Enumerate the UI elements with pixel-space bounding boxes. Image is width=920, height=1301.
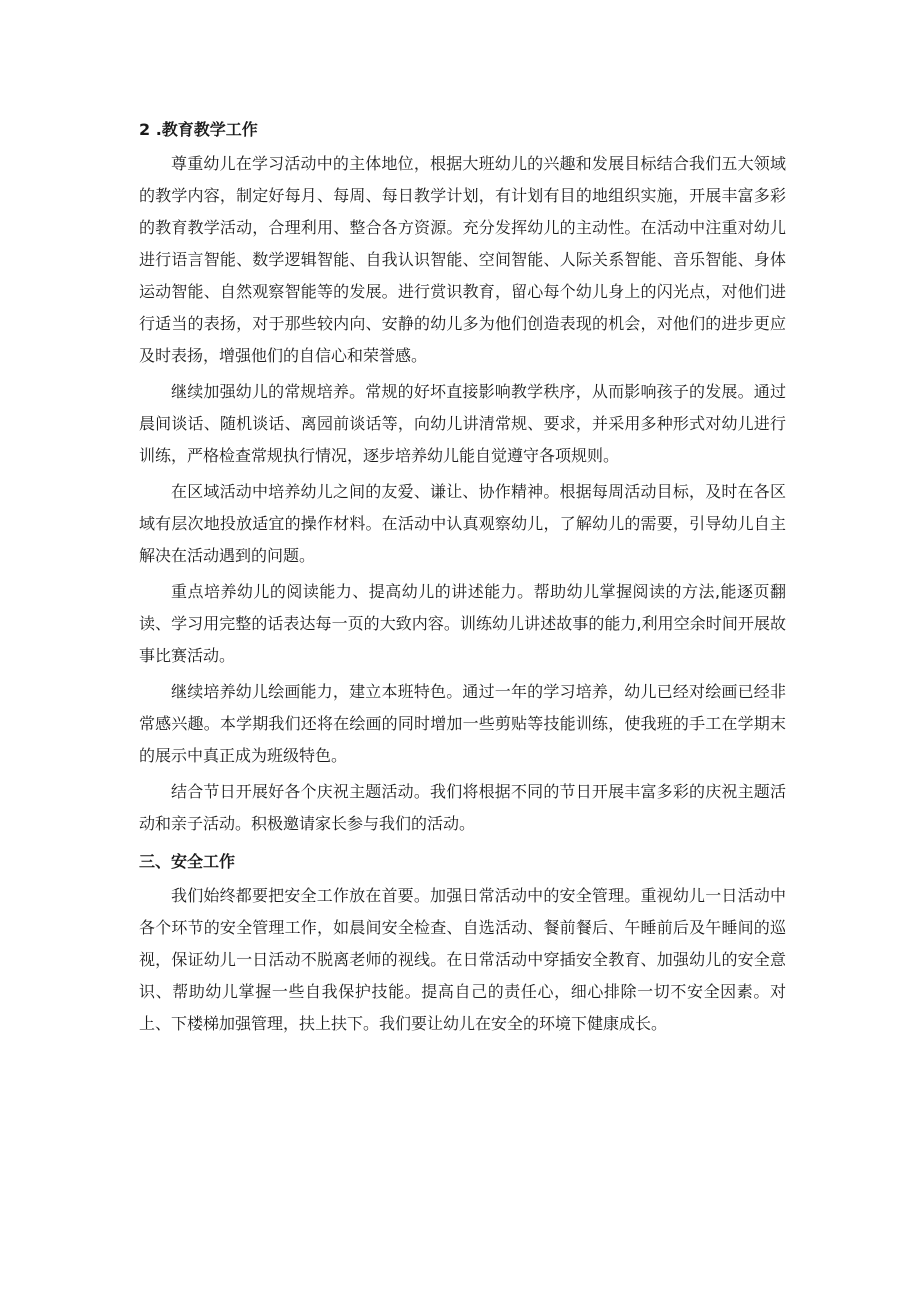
section-teaching-work	[139, 112, 786, 840]
paragraph: 尊重幼儿在学习活动中的主体地位，根据大班幼儿的兴趣和发展目标结合我们五大领域的教学内容，制定好每月、每周、每日教学计划，有计划有目的地组织实施，开展丰富多彩的教育教学活动，合理利用、整合各方资源。充分发挥幼儿的主动性。在活动中注重对幼儿进行语言智能、数学逻辑智能、自我认识智能、空间智能、人际关系智能、音乐智能、身体运动智能、自然观察智能等的发展。进行赏识教育，留心每个幼儿身上的闪光点，对他们进行适当的表扬，对于那些较内向、安静的幼儿多为他们创造表现的机会，对他们的进步更应及时表扬，增强他们的自信心和荣誉感。	[139, 154, 786, 365]
paragraph: 我们始终都要把安全工作放在首要。加强日常活动中的安全管理。重视幼儿一日活动中各个环节的安全管理工作，如晨间安全检查、自选活动、餐前餐后、午睡前后及午睡间的巡视，保证幼儿一日活动不脱离老师的视线。在日常活动中穿插安全教育、加强幼儿的安全意识、帮助幼儿掌握一些自我保护技能。提高自己的责任心，细心排除一切不安全因素。对上、下楼梯加强管理，扶上扶下。我们要让幼儿在安全的环境下健康成长。	[139, 886, 786, 1033]
paragraph: 在区域活动中培养幼儿之间的友爱、谦让、协作精神。根据每周活动目标，及时在各区域有层次地投放适宜的操作材料。在活动中认真观察幼儿，了解幼儿的需要，引导幼儿自主解决在活动遇到的问题。	[139, 482, 786, 565]
paragraph: 结合节日开展好各个庆祝主题活动。我们将根据不同的节日开展丰富多彩的庆祝主题活动和亲子活动。积极邀请家长参与我们的活动。	[139, 782, 786, 833]
section-heading: 三、安全工作	[139, 852, 236, 871]
section-heading: 2 .教育教学工作	[139, 120, 258, 139]
document-page	[139, 112, 786, 1044]
paragraph: 继续培养幼儿绘画能力，建立本班特色。通过一年的学习培养，幼儿已经对绘画已经非常感兴趣。本学期我们还将在绘画的同时增加一些剪贴等技能训练，使我班的手工在学期末的展示中真正成为班级特色。	[139, 682, 786, 765]
paragraph: 继续加强幼儿的常规培养。常规的好坏直接影响教学秩序，从而影响孩子的发展。通过晨间谈话、随机谈话、离园前谈话等，向幼儿讲清常规、要求，并采用多种形式对幼儿进行训练，严格检查常规执行情况，逐步培养幼儿能自觉遵守各项规则。	[139, 382, 786, 465]
section-safety-work	[139, 844, 786, 1040]
paragraph: 重点培养幼儿的阅读能力、提高幼儿的讲述能力。帮助幼儿掌握阅读的方法,能逐页翻读、学习用完整的话表达每一页的大致内容。训练幼儿讲述故事的能力,利用空余时间开展故事比赛活动。	[139, 582, 786, 665]
